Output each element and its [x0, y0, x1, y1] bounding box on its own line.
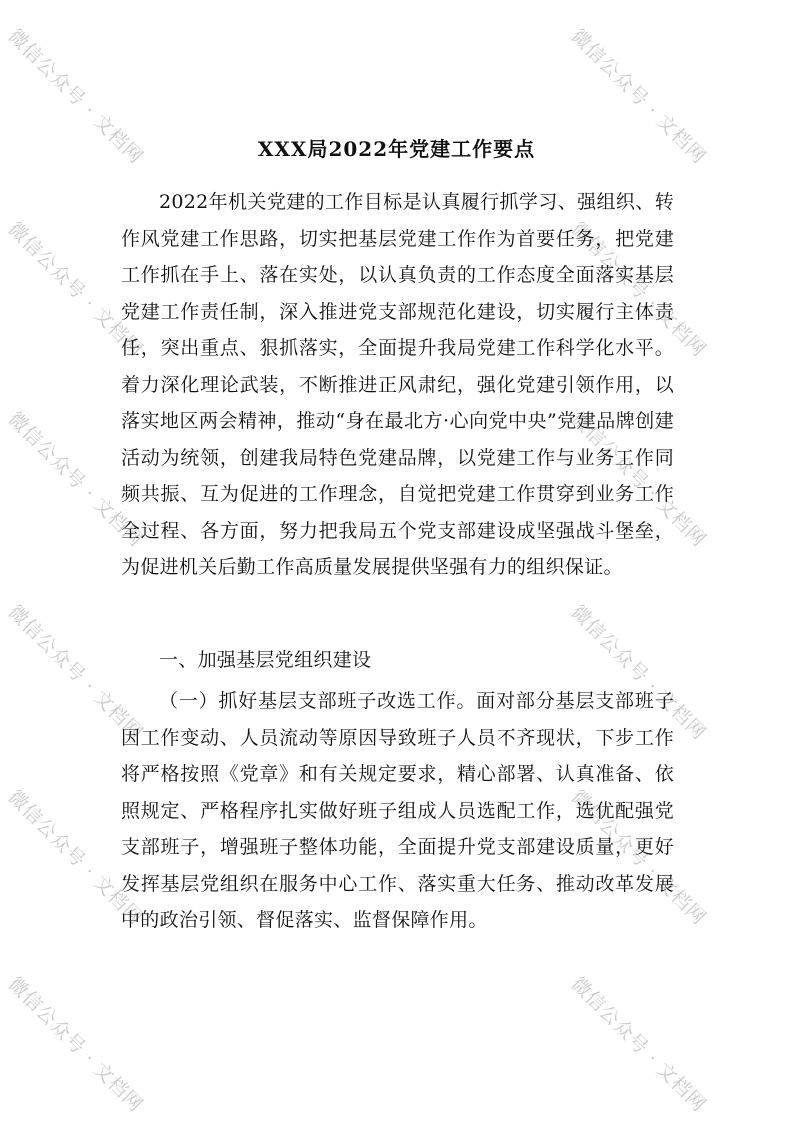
watermark: 微信公众号 · 文档网	[566, 217, 711, 362]
watermark: 微信公众号 · 文档网	[3, 785, 148, 930]
document-title: XXX局2022年党建工作要点	[257, 137, 536, 161]
watermark: 微信公众号 · 文档网	[3, 600, 148, 745]
watermark: 微信公众号 · 文档网	[3, 24, 148, 169]
watermark: 微信公众号 · 文档网	[566, 24, 711, 169]
section-heading: 一、加强基层党组织建设	[159, 649, 372, 671]
watermark: 微信公众号 · 文档网	[3, 407, 148, 552]
watermark: 微信公众号 · 文档网	[566, 785, 711, 930]
watermark: 微信公众号 · 文档网	[566, 407, 711, 552]
intro-paragraph: 2022年机关党建的工作目标是认真履行抓学习、强组织、转作风党建工作思路，切实把基层党建工作作为首要任务，把党建工作抓在手上、落在实处，以认真负责的工作态度全面落实基层党建工作责任制，深入推进党支部规范化建设，切实履行主体责任，突出重点、狠抓落实，全面提升我局党建工作科学化水平。着力深化理论武装，不断推进正风肃纪，强化党建引领作用，以落实地区两会精神，推动“身在最北方·心向党中央”党建品牌创建活动为统领，创建我局特色党建品牌，以党建工作与业务工作同频共振、互为促进的工作理念，自觉把党建工作贯穿到业务工作全过程、各方面，努力把我局五个党支部建设成坚强战斗堡垒，为促进机关后勤工作高质量发展提供坚强有力的组织保证。	[121, 191, 674, 578]
watermark: 微信公众号 · 文档网	[3, 972, 148, 1117]
section-item-paragraph: （一）抓好基层支部班子改选工作。面对部分基层支部班子因工作变动、人员流动等原因导致班子人员不齐现状，下步工作将严格按照《党章》和有关规定要求，精心部署、认真准备、依照规定、严格程序扎实做好班子组成人员选配工作，选优配强党支部班子，增强班子整体功能，全面提升党支部建设质量，更好发挥基层党组织在服务中心工作、落实重大任务、推动改革发展中的政治引领、督促落实、监督保障作用。	[121, 690, 674, 931]
watermark: 微信公众号 · 文档网	[566, 972, 711, 1117]
watermark: 微信公众号 · 文档网	[566, 600, 711, 745]
watermark: 微信公众号 · 文档网	[3, 217, 148, 362]
